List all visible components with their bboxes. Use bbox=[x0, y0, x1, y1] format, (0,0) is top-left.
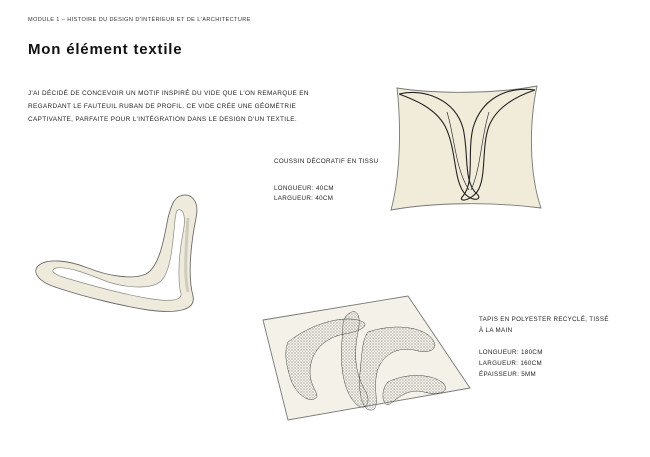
cushion-specs bbox=[274, 158, 404, 202]
cushion-length: LONGUEUR: 40CM bbox=[274, 185, 334, 192]
module-header: MODULE 1 – HISTOIRE DU DESIGN D'INTÉRIEUR ET DE L'ARCHITECTURE bbox=[28, 17, 251, 23]
page-title: Mon élément textile bbox=[28, 41, 183, 58]
rug-name: TAPIS EN POLYESTER RECYCLÉ, TISSÉ À LA MAIN bbox=[479, 316, 609, 334]
intro-paragraph: J'AI DÉCIDÉ DE CONCEVOIR UN MOTIF INSPIRÉ DU VIDE QUE L'ON REMARQUE EN REGARDANT LE FAUTEUIL RUBAN DE PROFIL. CE VIDE CRÉE UNE GÉOMÉTRIE CAPTIVANTE, PARFAITE POUR L'INTÉGRATION DANS LE DESIGN D'UN TEXTILE. bbox=[28, 90, 309, 123]
rug-sketch bbox=[258, 292, 473, 424]
cushion-sketch bbox=[385, 78, 545, 218]
cushion-name: COUSSIN DÉCORATIF EN TISSU bbox=[274, 158, 379, 165]
ribbon-chair-sketch bbox=[28, 188, 203, 318]
rug-length: LONGUEUR: 180CM bbox=[479, 349, 543, 356]
rug-thickness: ÉPAISSEUR: 5MM bbox=[479, 371, 537, 378]
cushion-width: LARGUEUR: 40CM bbox=[274, 195, 334, 202]
rug-motif-4 bbox=[383, 375, 446, 404]
rug-width: LARGUEUR: 160CM bbox=[479, 360, 543, 367]
rug-specs bbox=[479, 314, 609, 378]
